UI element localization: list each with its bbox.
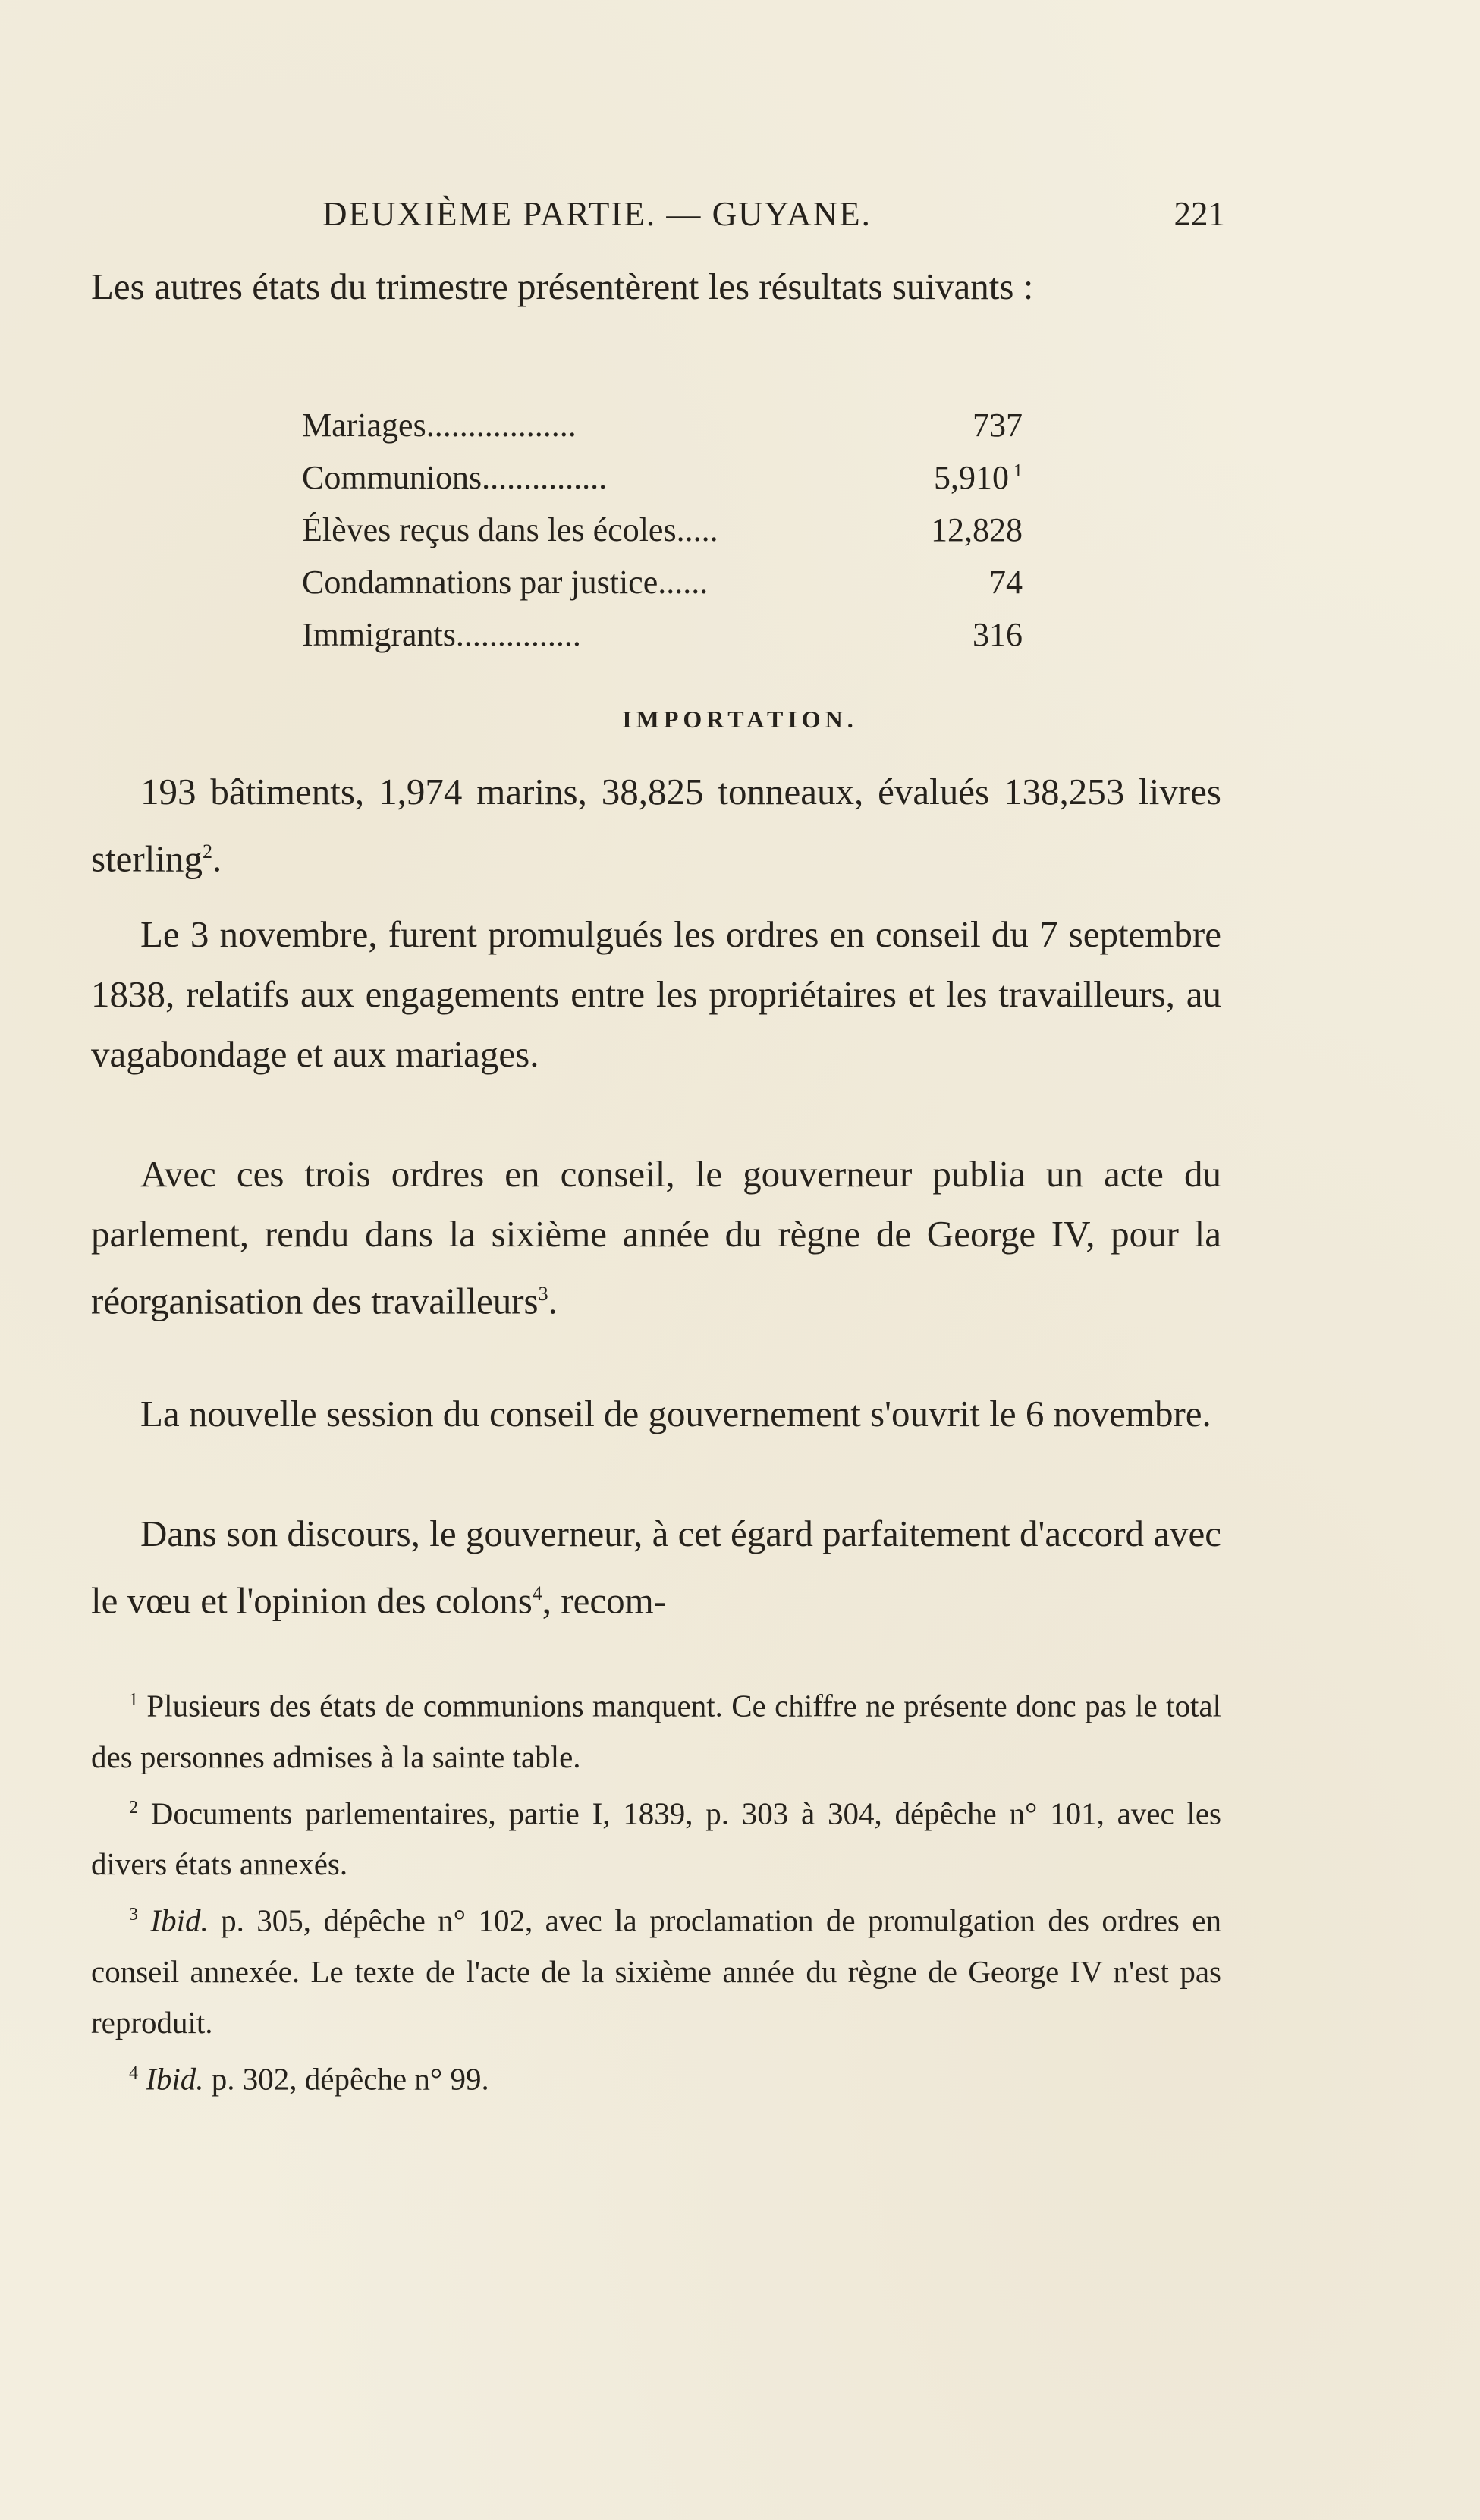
stat-label: Condamnations par justice...... bbox=[302, 564, 709, 601]
stat-label: Mariages.................. bbox=[302, 407, 577, 444]
footnote-number: 4 bbox=[129, 2063, 138, 2083]
footnote bbox=[91, 1783, 1221, 1890]
stat-value: 316 bbox=[973, 616, 1023, 653]
footnote-text: p. 305, dépêche n° 102, avec la proclamation de promulgation des ordres en conseil annexée. Le texte de l'acte de la sixième année du règne de George IV n'est pas reproduit. bbox=[91, 1903, 1221, 2040]
stat-row bbox=[302, 511, 1023, 563]
stat-label: Communions............... bbox=[302, 459, 608, 496]
statistics-list bbox=[302, 406, 1023, 668]
footnote-marker: 1 bbox=[1013, 461, 1023, 482]
footnote-text: Plusieurs des états de communions manquent. Ce chiffre ne présente donc pas le total des personnes admises à la sainte table. bbox=[91, 1688, 1221, 1774]
stat-value: 737 bbox=[973, 407, 1023, 444]
footnote-text: Documents parlementaires, partie I, 1839, p. 303 à 304, dépêche n° 101, avec les divers états annexés. bbox=[91, 1796, 1221, 1882]
stat-row bbox=[302, 563, 1023, 615]
body-paragraph: Dans son discours, le gouverneur, à cet égard parfaitement d'accord avec le vœu et l'opinion des colons$^4$, recom- bbox=[91, 1513, 1221, 1622]
body-paragraph bbox=[91, 1384, 1221, 1444]
stat-value: 5,910 $^1$ bbox=[934, 459, 1023, 496]
importation-text: 193 bâtiments, 1,974 marins, 38,825 tonneaux, évalués 138,253 livres sterling bbox=[91, 771, 1221, 880]
footnote-marker: 3 bbox=[538, 1283, 548, 1305]
intro-paragraph bbox=[91, 256, 1221, 316]
footnote bbox=[91, 1890, 1221, 2048]
footnote-number: 2 bbox=[129, 1797, 138, 1818]
footnote-number: 3 bbox=[129, 1905, 138, 1925]
paragraph-text: Dans son discours, le gouverneur, à cet égard parfaitement d'accord avec le vœu et l'opinion des colons bbox=[91, 1513, 1221, 1622]
stat-row bbox=[302, 458, 1023, 511]
stat-label: Immigrants............... bbox=[302, 616, 581, 653]
footnote-text: p. 302, dépêche n° 99. bbox=[203, 2061, 489, 2097]
footnote-number: 1 bbox=[129, 1690, 138, 1710]
paragraph-text: La nouvelle session du conseil de gouvernement s'ouvrit le 6 novembre. bbox=[140, 1393, 1211, 1434]
stat-row bbox=[302, 615, 1023, 668]
stat-label: Élèves reçus dans les écoles..... bbox=[302, 511, 718, 548]
footnote bbox=[91, 2048, 1221, 2105]
running-title: DEUXIÈME PARTIE. — GUYANE. bbox=[322, 195, 872, 233]
stat-row bbox=[302, 406, 1023, 458]
intro-text: Les autres états du trimestre présentèrent les résultats suivants : bbox=[91, 266, 1034, 307]
paragraph-text: Le 3 novembre, furent promulgués les ordres en conseil du 7 septembre 1838, relatifs aux engagements entre les propriétaires et les travailleurs, au vagabondage et aux mariages. bbox=[91, 913, 1221, 1075]
footnotes bbox=[91, 1675, 1221, 2105]
footnote bbox=[91, 1675, 1221, 1783]
footnote-marker: 4 bbox=[532, 1582, 542, 1604]
page-number: 221 bbox=[1174, 195, 1225, 233]
paragraph-text: Avec ces trois ordres en conseil, le gouverneur publia un acte du parlement, rendu dans la sixième année du règne de George IV, pour la réorganisation des travailleurs bbox=[91, 1153, 1221, 1322]
body-paragraph: Avec ces trois ordres en conseil, le gouverneur publia un acte du parlement, rendu dans la sixième année du règne de George IV, pour la réorganisation des travailleurs$^3$. bbox=[91, 1153, 1221, 1322]
stat-value: 12,828 bbox=[931, 511, 1023, 548]
importation-paragraph: 193 bâtiments, 1,974 marins, 38,825 tonneaux, évalués 138,253 livres sterling$^2$. bbox=[91, 771, 1221, 880]
section-heading: IMPORTATION. bbox=[622, 705, 858, 733]
stat-value: 74 bbox=[989, 564, 1023, 601]
footnote-ibid: Ibid. bbox=[150, 1903, 209, 1938]
body-paragraph bbox=[91, 904, 1221, 1084]
footnote-ibid: Ibid. bbox=[146, 2061, 204, 2097]
footnote-marker: 2 bbox=[202, 841, 212, 863]
